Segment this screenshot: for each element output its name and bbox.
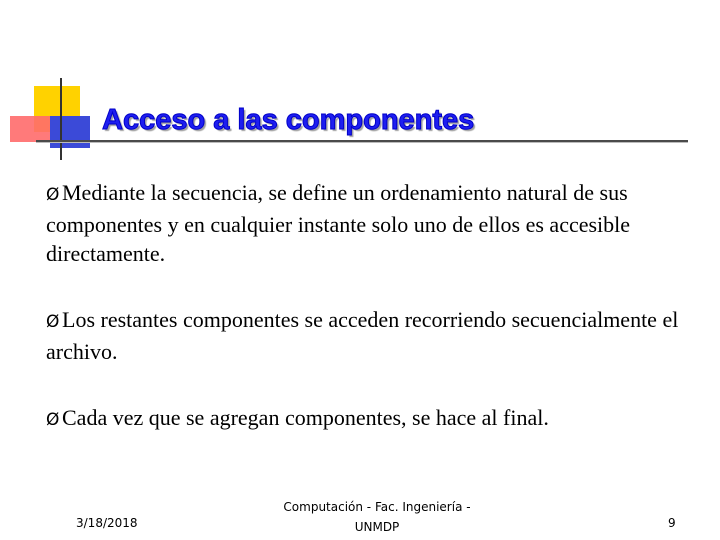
decor-blue-square <box>50 116 90 148</box>
slide-title: Acceso a las componentes <box>102 104 475 136</box>
footer-date: 3/18/2018 <box>76 516 138 530</box>
title-underline-shadow <box>36 142 688 143</box>
footer-page-number: 9 <box>668 516 676 530</box>
footer-institution <box>262 497 492 537</box>
bullet-text: Mediante la secuencia, se define un ordenamiento natural de sus componentes y en cualquier instante solo uno de ellos es accesible directamente. <box>46 180 631 266</box>
decor-vertical-line <box>60 78 62 160</box>
footer-institution-line1: Computación - Fac. Ingeniería - <box>283 500 471 514</box>
bullet-item <box>46 403 686 435</box>
bullet-arrow-icon: Ø <box>46 312 60 332</box>
bullet-text: Cada vez que se agregan componentes, se hace al final. <box>62 405 549 430</box>
bullet-arrow-icon: Ø <box>46 185 60 205</box>
bullet-item <box>46 178 686 268</box>
bullet-arrow-icon: Ø <box>46 410 60 430</box>
footer-institution-line2: UNMDP <box>354 520 400 534</box>
bullet-item <box>46 305 686 366</box>
bullet-text: Los restantes componentes se acceden recorriendo secuencialmente el archivo. <box>46 307 679 364</box>
decor-red-rectangle <box>10 116 54 142</box>
bullet-list <box>46 178 686 472</box>
